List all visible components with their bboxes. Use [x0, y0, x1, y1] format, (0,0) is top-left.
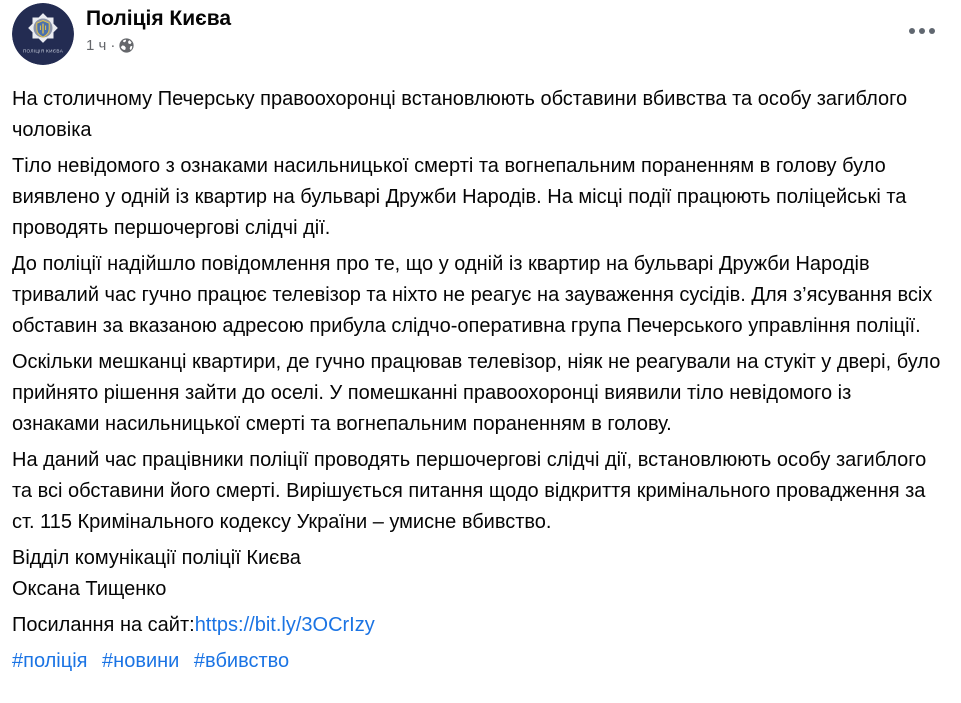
link-label: Посилання на сайт:	[12, 614, 195, 636]
signature-author: Оксана Тищенко	[12, 578, 167, 600]
post-paragraph: До поліції надійшло повідомлення про те, що у одній із квартир на бульварі Дружби Народів тривалий час гучно працює телевізор та ніхто не реагує на зауваження сусідів. Для з’ясування всіх обставин за вказаною адресою прибула слідчо-оперативна група Печерського управління поліції.	[12, 253, 933, 337]
post-meta	[86, 36, 231, 55]
hashtag-murder[interactable]: #вбивство	[193, 650, 290, 672]
police-emblem-icon	[12, 3, 74, 65]
post-paragraph: Тіло невідомого з ознаками насильницької смерті та вогнепальним пораненням в голову було виявлено у одній із квартир на бульварі Дружби Народів. На місці події працюють поліцейські та проводять першочергові слідчі дії.	[12, 155, 907, 239]
post-link-line	[12, 610, 941, 641]
header-info	[86, 3, 231, 55]
external-link[interactable]: https://bit.ly/3OCrIzy	[194, 614, 375, 636]
hashtag-row	[12, 646, 941, 677]
more-options-button[interactable]	[905, 24, 939, 38]
globe-icon	[119, 38, 134, 53]
page-name[interactable]: Поліція Києва	[86, 7, 232, 30]
post-header	[12, 3, 941, 65]
hashtag-news[interactable]: #новини	[102, 650, 180, 672]
avatar-emblem-text: ПОЛІЦІЯ КИЄВА	[22, 48, 64, 54]
post-text	[12, 84, 941, 677]
post-paragraph: Оскільки мешканці квартири, де гучно працював телевізор, ніяк не реагували на стукіт у двері, було прийнято рішення зайти до оселі. У помешканні правоохоронці виявили тіло невідомого із ознаками насильницької смерті та вогнепальним пораненням в голову.	[12, 351, 941, 435]
signature-department: Відділ комунікації поліції Києва	[12, 547, 301, 569]
post-paragraph: На столичному Печерську правоохоронці встановлюють обставини вбивства та особу загиблого чоловіка	[12, 88, 908, 141]
hashtag-police[interactable]: #поліція	[12, 650, 88, 672]
ellipsis-icon	[909, 28, 915, 34]
page-avatar[interactable]	[12, 3, 74, 65]
timestamp[interactable]: 1 ч	[86, 37, 107, 54]
ellipsis-icon	[929, 28, 935, 34]
ellipsis-icon	[919, 28, 925, 34]
post-paragraph: На даний час працівники поліції проводять першочергові слідчі дії, встановлюють особу загиблого та всі обставини його смерті. Вирішується питання щодо відкриття кримінального провадження за ст. 115 Кримінального кодексу України – умисне вбивство.	[12, 449, 927, 533]
meta-separator: ·	[110, 37, 116, 54]
